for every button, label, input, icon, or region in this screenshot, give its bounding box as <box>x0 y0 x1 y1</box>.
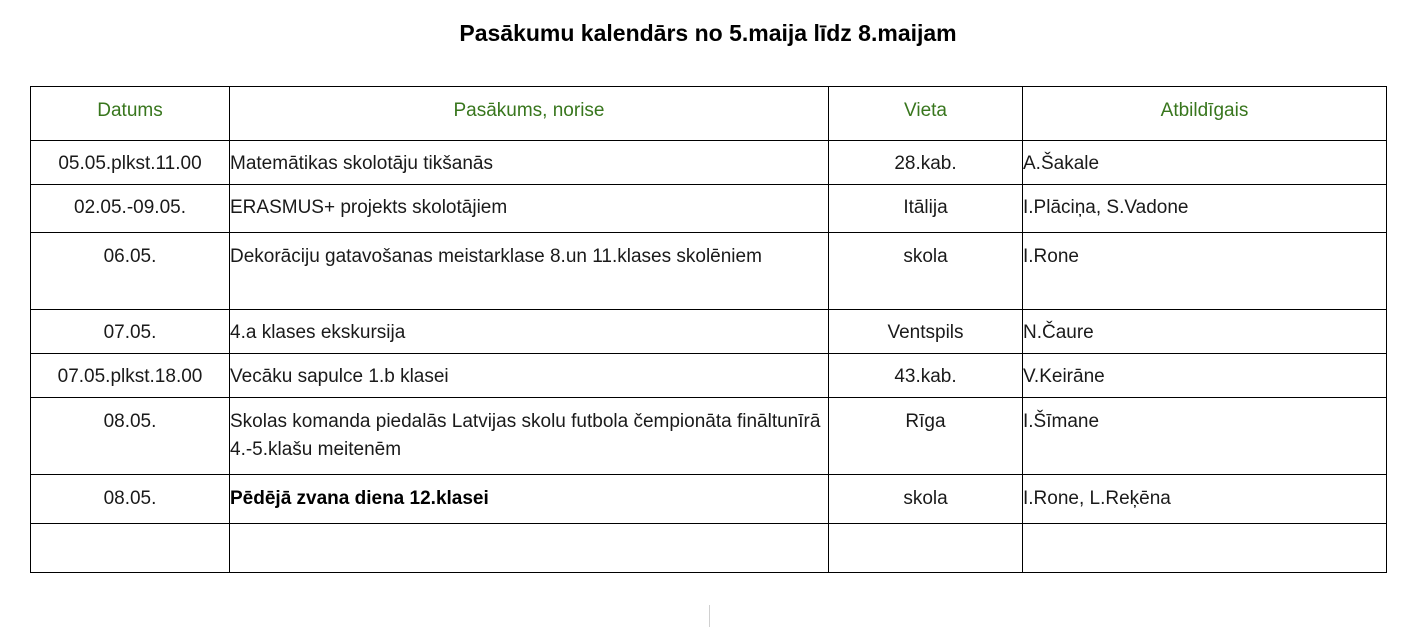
table-row <box>31 141 1387 185</box>
cell-event: Skolas komanda piedalās Latvijas skolu futbola čempionāta fināltunīrā 4.-5.klašu meitenēm <box>230 398 829 475</box>
cell-responsible: I.Plāciņa, S.Vadone <box>1023 185 1387 233</box>
table-header-row <box>31 87 1387 141</box>
cell-responsible: N.Čaure <box>1023 310 1387 354</box>
cell-place: 43.kab. <box>829 354 1023 398</box>
table-row <box>31 185 1387 233</box>
cell-date: 06.05. <box>31 233 230 310</box>
cell-event: Dekorāciju gatavošanas meistarklase 8.un 11.klases skolēniem <box>230 233 829 310</box>
header-responsible: Atbildīgais <box>1023 87 1387 141</box>
header-date: Datums <box>31 87 230 141</box>
header-event: Pasākums, norise <box>230 87 829 141</box>
cell-place: skola <box>829 233 1023 310</box>
cell-event: Vecāku sapulce 1.b klasei <box>230 354 829 398</box>
table-row <box>31 310 1387 354</box>
cell-event: Pēdējā zvana diena 12.klasei <box>230 475 829 524</box>
cell-responsible: I.Rone <box>1023 233 1387 310</box>
cell-place: 28.kab. <box>829 141 1023 185</box>
cell-responsible <box>1023 524 1387 573</box>
cell-date: 05.05.plkst.11.00 <box>31 141 230 185</box>
cell-place: Itālija <box>829 185 1023 233</box>
cell-date: 07.05. <box>31 310 230 354</box>
cell-event: 4.a klases ekskursija <box>230 310 829 354</box>
header-place: Vieta <box>829 87 1023 141</box>
table-row <box>31 475 1387 524</box>
page-title: Pasākumu kalendārs no 5.maija līdz 8.maijam <box>459 20 957 46</box>
cell-place: Ventspils <box>829 310 1023 354</box>
cell-date: 07.05.plkst.18.00 <box>31 354 230 398</box>
page-divider <box>709 605 710 627</box>
cell-date: 08.05. <box>31 475 230 524</box>
cell-responsible: I.Šīmane <box>1023 398 1387 475</box>
cell-responsible: A.Šakale <box>1023 141 1387 185</box>
cell-event <box>230 524 829 573</box>
table-row <box>31 354 1387 398</box>
cell-event: ERASMUS+ projekts skolotājiem <box>230 185 829 233</box>
table-row-empty <box>31 524 1387 573</box>
table-row <box>31 233 1387 310</box>
cell-responsible: I.Rone, L.Reķēna <box>1023 475 1387 524</box>
cell-date: 02.05.-09.05. <box>31 185 230 233</box>
cell-responsible: V.Keirāne <box>1023 354 1387 398</box>
cell-date: 08.05. <box>31 398 230 475</box>
cell-date <box>31 524 230 573</box>
cell-place: Rīga <box>829 398 1023 475</box>
cell-place <box>829 524 1023 573</box>
events-table <box>30 86 1387 573</box>
table-row <box>31 398 1387 475</box>
cell-place: skola <box>829 475 1023 524</box>
cell-event: Matemātikas skolotāju tikšanās <box>230 141 829 185</box>
